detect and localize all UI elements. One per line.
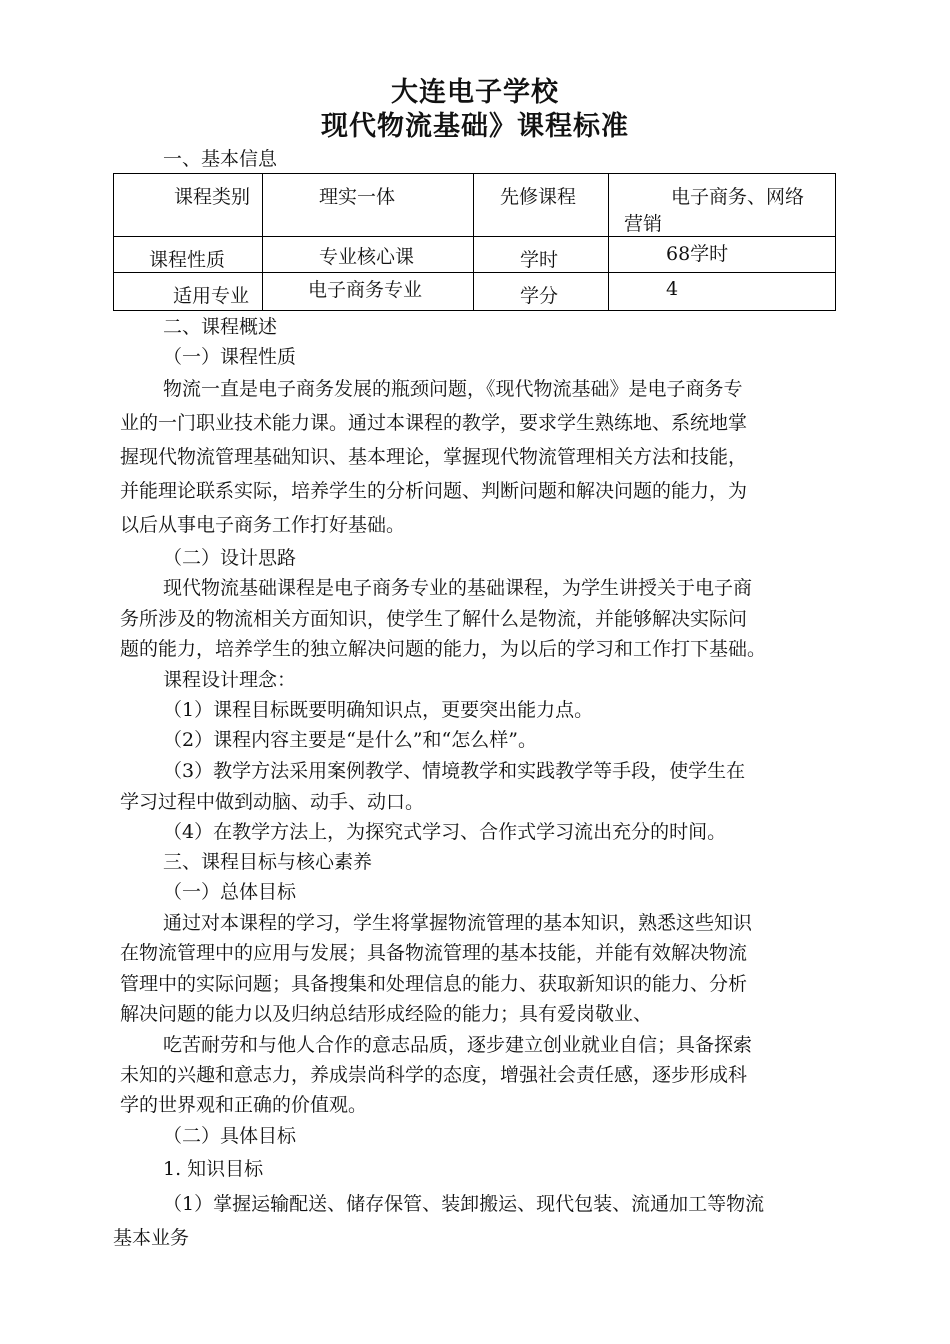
subsection-specific-goals: （二）具体目标 xyxy=(163,1125,297,1147)
school-name: 大连电子学校 xyxy=(391,77,559,108)
paragraph-line: 并能理论联系实际，培养学生的分析问题、判断问题和解决问题的能力，为 xyxy=(120,480,748,502)
paragraph-line: 业的一门职业技术能力课。通过本课程的教学，要求学生熟练地、系统地掌 xyxy=(120,412,748,434)
subsection-nature: （一）课程性质 xyxy=(163,346,297,368)
basic-info-table xyxy=(113,173,836,311)
table-value: 理实一体 xyxy=(319,186,396,208)
paragraph-line: 在物流管理中的应用与发展；具备物流管理的基本技能，并能有效解决物流 xyxy=(120,942,748,964)
paragraph-line: 现代物流基础课程是电子商务专业的基础课程，为学生讲授关于电子商 xyxy=(163,577,753,599)
paragraph-line: 管理中的实际问题；具备搜集和处理信息的能力、获取新知识的能力、分析 xyxy=(120,973,748,995)
design-philosophy-label: 课程设计理念： xyxy=(163,669,297,691)
table-key: 课程性质 xyxy=(149,249,226,271)
design-item: （4）在教学方法上，为探究式学习、合作式学习流出充分的时间。 xyxy=(163,821,727,843)
table-value: 电子商务、网络 xyxy=(671,186,805,208)
table-row xyxy=(114,174,836,237)
table-key: 学时 xyxy=(520,249,559,271)
paragraph-line: 吃苦耐劳和与他人合作的意志品质，逐步建立创业就业自信；具备探索 xyxy=(163,1034,753,1056)
knowledge-goal-heading: 1. 知识目标 xyxy=(163,1158,264,1180)
table-key: 课程类别 xyxy=(174,186,251,208)
paragraph-line: 以后从事电子商务工作打好基础。 xyxy=(120,514,406,536)
design-item: （3）教学方法采用案例教学、情境教学和实践教学等手段，使学生在 xyxy=(163,760,746,782)
subsection-design: （二）设计思路 xyxy=(163,547,297,569)
table-value-continued: 营销 xyxy=(624,213,663,235)
design-item: （2）课程内容主要是“是什么”和“怎么样”。 xyxy=(163,729,537,751)
table-value: 68学时 xyxy=(666,243,729,265)
table-key: 先修课程 xyxy=(500,186,577,208)
section-basic-info: 一、基本信息 xyxy=(163,148,278,170)
section-objectives: 三、课程目标与核心素养 xyxy=(163,851,373,873)
table-value: 电子商务专业 xyxy=(308,279,423,301)
section-overview: 二、课程概述 xyxy=(163,316,278,338)
paragraph-line: 解决问题的能力以及归纳总结形成经险的能力；具有爱岗敬业、 xyxy=(120,1003,653,1025)
table-row xyxy=(114,237,836,273)
paragraph-line: 务所涉及的物流相关方面知识，使学生了解什么是物流，并能够解决实际问 xyxy=(120,608,748,630)
paragraph-line: 学的世界观和正确的价值观。 xyxy=(120,1094,368,1116)
knowledge-goal-item: （1）掌握运输配送、储存保管、装卸搬运、现代包装、流通加工等物流 xyxy=(163,1193,765,1215)
design-item: （1）课程目标既要明确知识点，更要突出能力点。 xyxy=(163,699,594,721)
paragraph-line: 握现代物流管理基础知识、基本理论，掌握现代物流管理相关方法和技能， xyxy=(120,446,748,468)
subsection-overall-goal: （一）总体目标 xyxy=(163,881,297,903)
table-key: 学分 xyxy=(520,285,559,307)
knowledge-goal-item-continued: 基本业务 xyxy=(113,1227,190,1249)
paragraph-line: 题的能力，培养学生的独立解决问题的能力，为以后的学习和工作打下基础。 xyxy=(120,638,767,660)
paragraph-line: 通过对本课程的学习，学生将掌握物流管理的基本知识，熟悉这些知识 xyxy=(163,912,753,934)
design-item-continued: 学习过程中做到动脑、动手、动口。 xyxy=(120,791,425,813)
paragraph-line: 物流一直是电子商务发展的瓶颈问题，《现代物流基础》是电子商务专 xyxy=(163,378,743,400)
document-title: 现代物流基础》课程标准 xyxy=(321,111,629,142)
table-value: 4 xyxy=(666,278,679,300)
table-key: 适用专业 xyxy=(173,285,250,307)
table-row xyxy=(114,273,836,311)
paragraph-line: 未知的兴趣和意志力，养成崇尚科学的态度，增强社会责任感，逐步形成科 xyxy=(120,1064,748,1086)
table-value: 专业核心课 xyxy=(319,246,415,268)
